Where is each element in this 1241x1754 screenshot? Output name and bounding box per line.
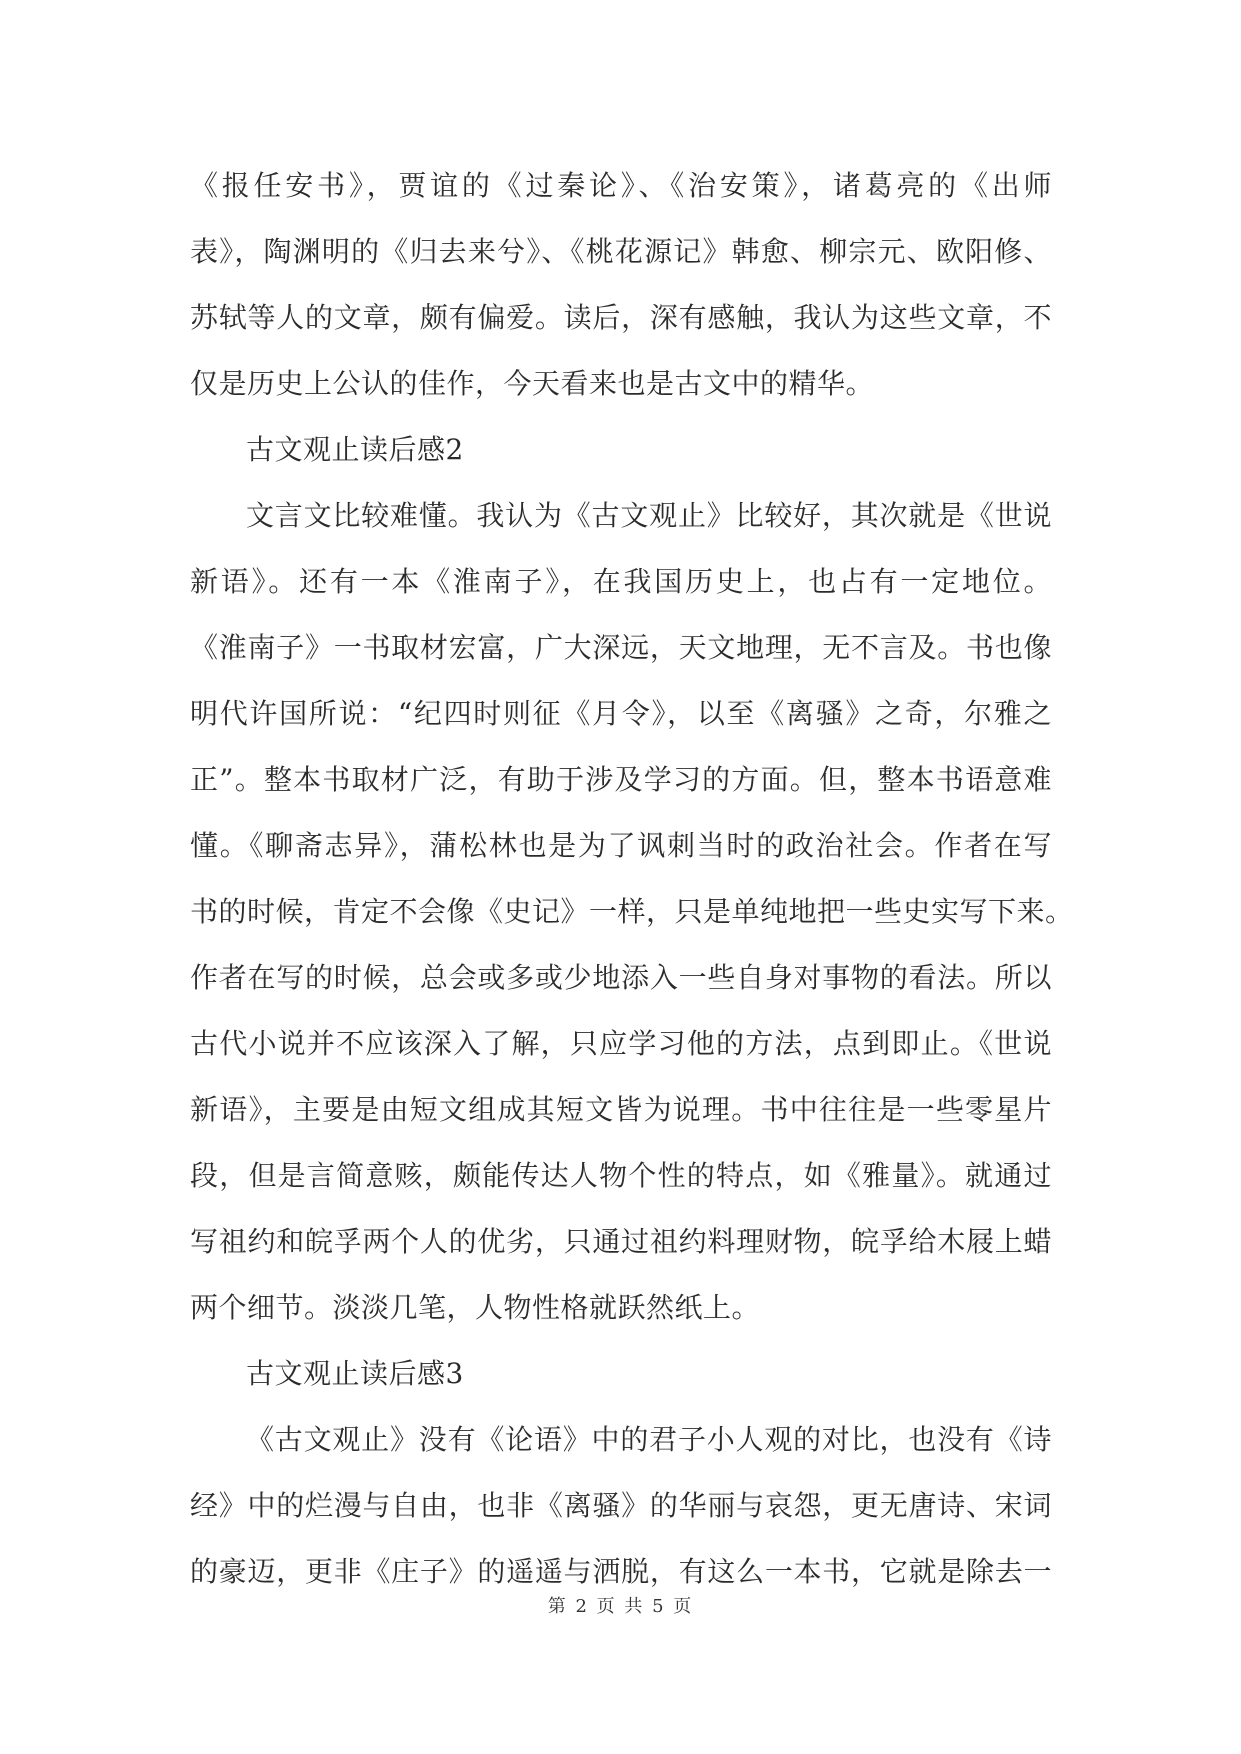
- text-line: 古代小说并不应该深入了解，只应学习他的方法，点到即止。《世说: [190, 1027, 1052, 1060]
- text-line: 《淮南子》一书取材宏富，广大深远，天文地理，无不言及。书也像: [190, 631, 1052, 664]
- text-line: 明代许国所说：“纪四时则征《月令》，以至《离骚》之奇，尔雅之: [190, 697, 1052, 730]
- text-line: 写祖约和皖孚两个人的优劣，只通过祖约料理财物，皖孚给木屐上蜡: [190, 1225, 1052, 1258]
- text-line: 书的时候，肯定不会像《史记》一样，只是单纯地把一些史实写下来。: [190, 895, 1074, 928]
- text-line: 新语》，主要是由短文组成其短文皆为说理。书中往往是一些零星片: [190, 1093, 1052, 1126]
- text-line: 作者在写的时候，总会或多或少地添入一些自身对事物的看法。所以: [190, 961, 1052, 994]
- text-line: 仅是历史上公认的佳作，今天看来也是古文中的精华。: [190, 367, 875, 400]
- text-line: 的豪迈，更非《庄子》的遥遥与洒脱，有这么一本书，它就是除去一: [190, 1555, 1052, 1588]
- text-line: 《报任安书》，贾谊的《过秦论》、《治安策》，诸葛亮的《出师: [190, 169, 1052, 202]
- text-line: 《古文观止》没有《论语》中的君子小人观的对比，也没有《诗: [246, 1423, 1052, 1456]
- text-line: 苏轼等人的文章，颇有偏爱。读后，深有感触，我认为这些文章，不: [190, 301, 1052, 334]
- paragraph-1: [190, 153, 1052, 417]
- paragraph-2: [190, 483, 1074, 1341]
- text-line: 段，但是言简意赅，颇能传达人物个性的特点，如《雅量》。就通过: [190, 1159, 1052, 1192]
- document-body: [190, 153, 1074, 1605]
- paragraph-3: [190, 1407, 1052, 1605]
- text-line: 文言文比较难懂。我认为《古文观止》比较好，其次就是《世说: [246, 499, 1052, 532]
- text-line: 正”。整本书取材广泛，有助于涉及学习的方面。但，整本书语意难: [190, 763, 1052, 796]
- text-line: 两个细节。淡淡几笔，人物性格就跃然纸上。: [190, 1291, 761, 1324]
- section-heading-3: 古文观止读后感3: [246, 1357, 464, 1390]
- text-line: 经》中的烂漫与自由，也非《离骚》的华丽与哀怨，更无唐诗、宋词: [190, 1489, 1052, 1522]
- text-line: 懂。《聊斋志异》，蒲松林也是为了讽刺当时的政治社会。作者在写: [190, 829, 1052, 862]
- text-line: 表》，陶渊明的《归去来兮》、《桃花源记》韩愈、柳宗元、欧阳修、: [190, 235, 1052, 268]
- text-line: 新语》。还有一本《淮南子》，在我国历史上，也占有一定地位。: [190, 565, 1052, 598]
- page-number-footer: 第 2 页 共 5 页: [547, 1596, 694, 1617]
- section-heading-2: 古文观止读后感2: [246, 433, 464, 466]
